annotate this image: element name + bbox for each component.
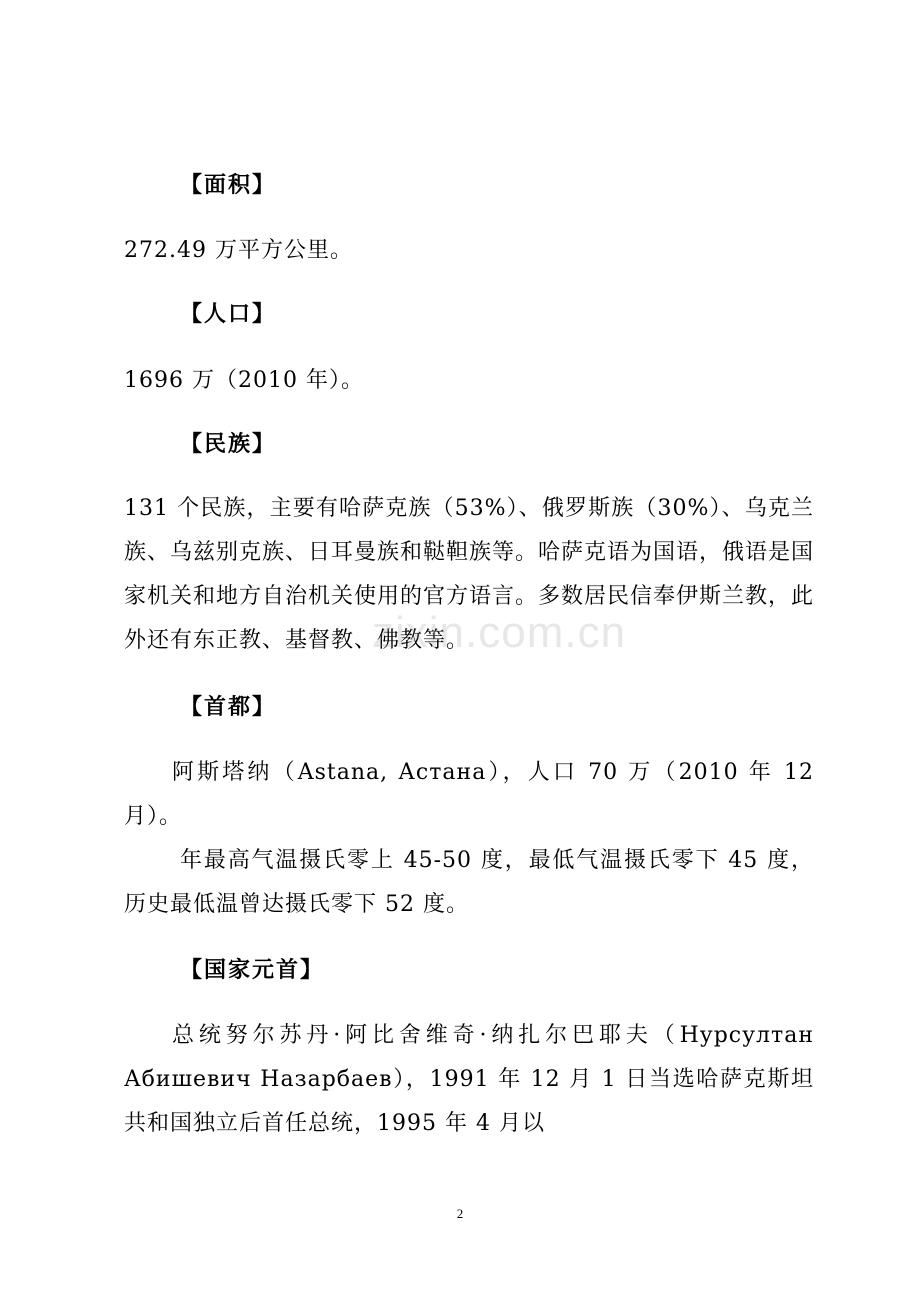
area-text: 272.49 万平方公里。 bbox=[124, 238, 353, 263]
head-of-state-heading: 【国家元首】 bbox=[180, 958, 325, 983]
watermark: zixin.com.cn bbox=[372, 608, 627, 657]
head-of-state-text: 总统努尔苏丹·阿比舍维奇·纳扎尔巴耶夫（Нурсултан Абишевич Назарбаев），1991 年 12 月 1 日当选哈萨克斯坦共和国独立后首任总统，1995 年 4 月以 bbox=[124, 1023, 814, 1136]
population-heading: 【人口】 bbox=[180, 302, 277, 327]
climate-text: 年最高气温摄氏零上 45-50 度，最低气温摄氏零下 45 度，历史最低温曾达摄氏零下 52 度。 bbox=[124, 848, 814, 917]
capital-text: 阿斯塔纳（Astana, Астана），人口 70 万（2010 年 12 月）。 bbox=[124, 760, 814, 829]
ethnicity-heading: 【民族】 bbox=[180, 432, 277, 457]
page-number: 2 bbox=[456, 1206, 464, 1221]
population-text: 1696 万（2010 年）。 bbox=[124, 368, 364, 393]
area-heading: 【面积】 bbox=[180, 173, 277, 198]
capital-heading: 【首都】 bbox=[180, 695, 277, 720]
ethnicity-text: 131 个民族，主要有哈萨克族（53%）、俄罗斯族（30%）、乌克兰族、乌兹别克族、日耳曼族和鞑靼族等。哈萨克语为国语，俄语是国家机关和地方自治机关使用的官方语言。多数居民信奉伊斯兰教，此外还有东正教、基督教、佛教等。 bbox=[124, 496, 815, 653]
